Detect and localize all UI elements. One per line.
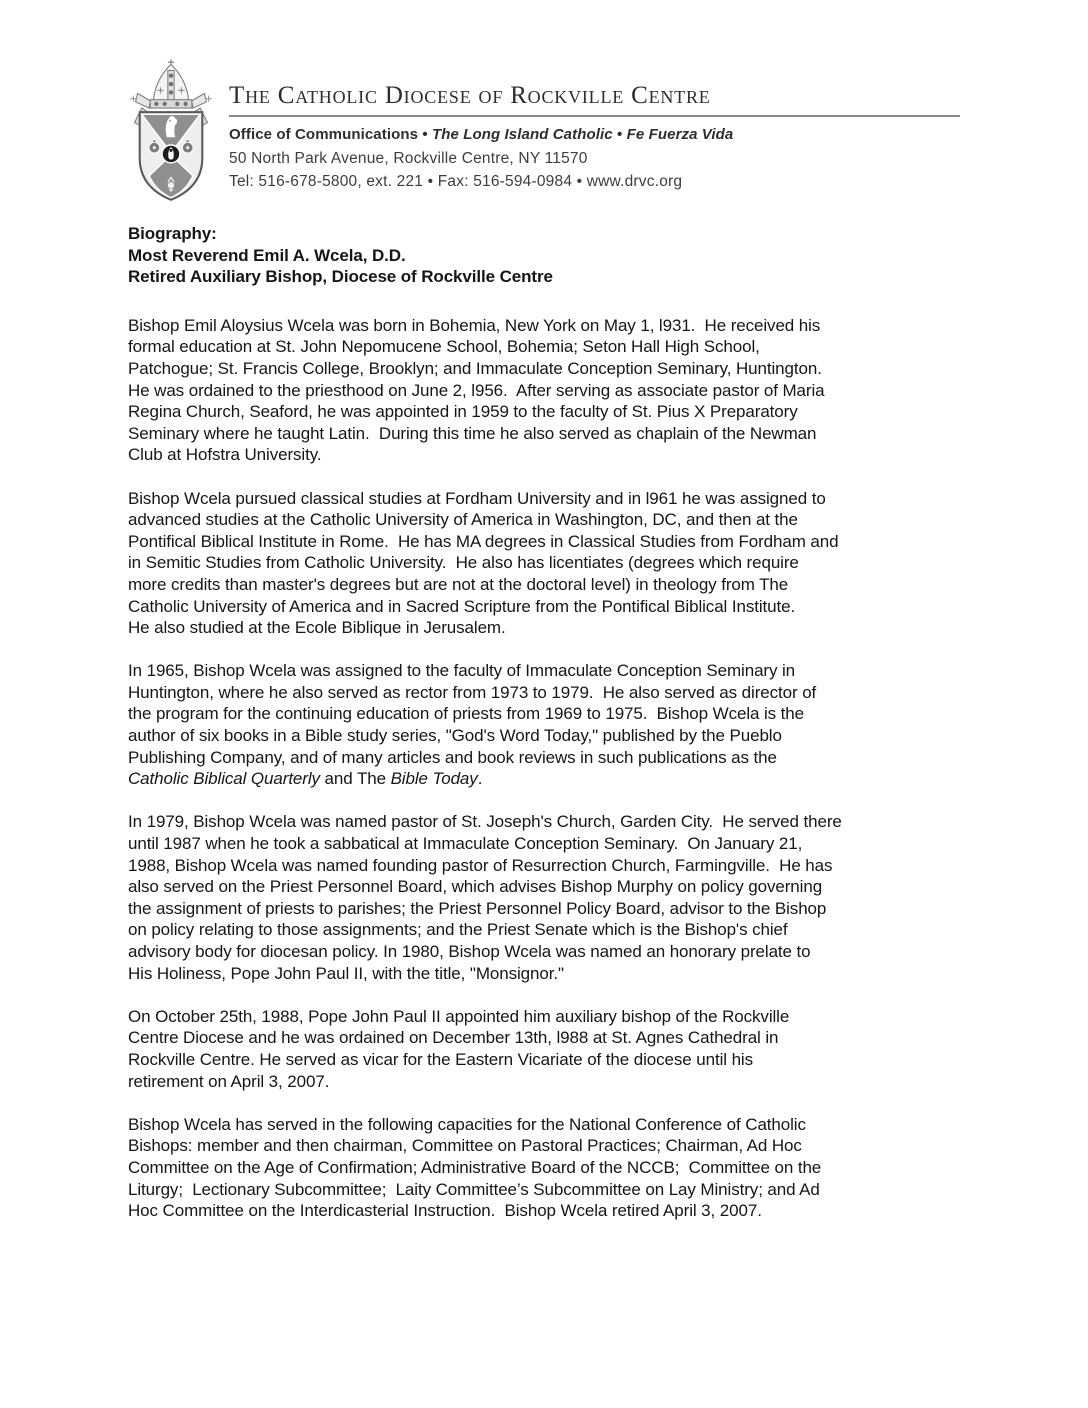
shield-icon bbox=[140, 112, 203, 200]
paragraph: Bishop Wcela has served in the following capacities for the National Conference of Catholic Bishops: member and then chairman, Committee on Pastoral Practices; Chairman, Ad Hoc Committee on the Age of Confirmation; Administrative Board of the NCCB; Committee on the Liturgy; Lectionary Subcommittee; Laity Committee’s Subcommittee on Lay Ministry; and Ad Hoc Committee on the Interdicasterial Instruction. Bishop Wcela retired April 3, 2007. bbox=[128, 1114, 822, 1221]
document-heading bbox=[128, 223, 964, 288]
paragraph: Bishop Wcela pursued classical studies at Fordham University and in l961 he was assigned to advanced studies at the Catholic University of America in Washington, DC, and then at the Pontifical Biblical Institute in Rome. He has MA degrees in Classical Studies from Fordham and in Semitic Studies from Catholic University. He also has licentiates (degrees which require more credits than master's degrees but are not at the doctoral level) in theology from The Catholic University of America and in Sacred Scripture from the Pontifical Biblical Institute. He also studied at the Ecole Biblique in Jerusalem. bbox=[128, 488, 839, 638]
our-lady-medallion-icon bbox=[162, 145, 180, 163]
document-paragraphs bbox=[128, 315, 964, 1222]
letterhead bbox=[229, 83, 960, 191]
biography-document bbox=[128, 223, 964, 1222]
paragraph: In 1965, Bishop Wcela was assigned to the faculty of Immaculate Conception Seminary in Huntington, where he also served as rector from 1973 to 1979. He also served as director of the program for the continuing education of priests from 1969 to 1975. Bishop Wcela is the author of six books in a Bible study series, "God's Word Today," published by the Pueblo Publishing Company, and of many articles and book reviews in such publications as the Catholic Biblical Quarterly and The Bible Today. bbox=[128, 661, 817, 789]
contact-line: Tel: 516-678-5800, ext. 221 • Fax: 516-594-0984 • www.drvc.org bbox=[229, 173, 683, 191]
heading-title: Retired Auxiliary Bishop, Diocese of Rockville Centre bbox=[128, 267, 553, 287]
address-line: 50 North Park Avenue, Rockville Centre, NY 11570 bbox=[229, 150, 588, 168]
paragraph: In 1979, Bishop Wcela was named pastor of St. Joseph's Church, Garden City. He served there until 1987 when he took a sabbatical at Immaculate Conception Seminary. On January 21, 1988, Bishop Wcela was named founding pastor of Resurrection Church, Farmingville. He has also served on the Priest Personnel Board, which advises Bishop Murphy on policy governing the assignment of priests to parishes; the Priest Personnel Policy Board, advisor to the Bishop on policy relating to those assignments; and the Priest Senate which is the Bishop's chief advisory body for diocesan policy. In 1980, Bishop Wcela was named an honorary prelate to His Holiness, Pope John Paul II, with the title, "Monsignor." bbox=[128, 812, 842, 983]
office-line: Office of Communications • The Long Island Catholic • Fe Fuerza Vida bbox=[229, 126, 734, 144]
heading-name: Most Reverend Emil A. Wcela, D.D. bbox=[128, 245, 406, 265]
diocese-coat-of-arms-logo bbox=[127, 58, 215, 204]
paragraph: Bishop Emil Aloysius Wcela was born in Bohemia, New York on May 1, l931. He received his formal education at St. John Nepomucene School, Bohemia; Seton Hall High School, Patchogue; St. Francis College, Brooklyn; and Immaculate Conception Seminary, Huntington. He was ordained to the priesthood on June 2, l956. After serving as associate pastor of Maria Regina Church, Seaford, he was appointed in 1959 to the faculty of St. Pius X Preparatory Seminary where he taught Latin. During this time he also served as chaplain of the Newman Club at Hofstra University. bbox=[128, 315, 825, 465]
organization-title: The Catholic Diocese of Rockville Centre bbox=[229, 82, 711, 109]
paragraph: On October 25th, 1988, Pope John Paul II appointed him auxiliary bishop of the Rockville Centre Diocese and he was ordained on December 13th, l988 at St. Agnes Cathedral in Rockville Centre. He served as vicar for the Eastern Vicariate of the diocese until his retirement on April 3, 2007. bbox=[128, 1006, 790, 1091]
heading-label: Biography: bbox=[128, 224, 217, 243]
header-divider bbox=[229, 115, 960, 117]
